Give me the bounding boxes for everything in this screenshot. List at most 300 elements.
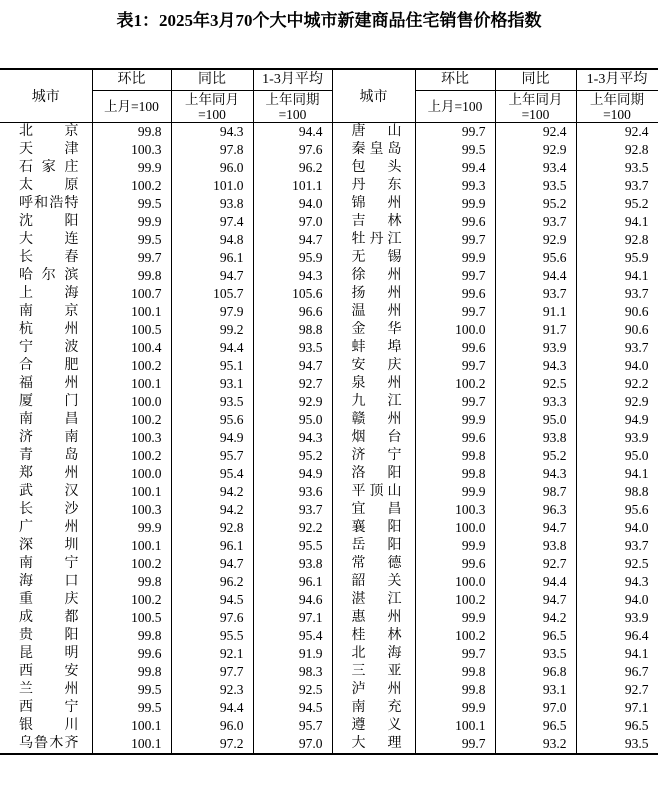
mom-value-cell: 99.6: [92, 645, 171, 663]
yoy-value-cell: 99.2: [171, 321, 253, 339]
mom-value-cell: 100.5: [92, 609, 171, 627]
city-name-cell: 唐 山: [332, 123, 415, 142]
table-row: [0, 303, 658, 321]
avg-value-cell: 105.6: [253, 285, 332, 303]
yoy-value-cell: 97.2: [171, 735, 253, 754]
yoy-value-cell: 92.5: [495, 375, 576, 393]
avg-value-cell: 96.1: [253, 573, 332, 591]
yoy-value-cell: 95.0: [495, 411, 576, 429]
mom-value-cell: 99.8: [92, 627, 171, 645]
table-row: [0, 393, 658, 411]
mom-value-cell: 100.3: [92, 141, 171, 159]
city-name-cell: 深 圳: [0, 537, 92, 555]
city-name-cell: 济 宁: [332, 447, 415, 465]
city-name-cell: 韶 关: [332, 573, 415, 591]
mom-value-cell: 100.2: [92, 177, 171, 195]
mom-value-cell: 99.8: [92, 573, 171, 591]
city-name-cell: 南 宁: [0, 555, 92, 573]
city-name-cell: 桂 林: [332, 627, 415, 645]
yoy-value-cell: 97.6: [171, 609, 253, 627]
city-name-cell: 哈 尔 滨: [0, 267, 92, 285]
mom-value-cell: 100.2: [415, 591, 495, 609]
table-row: [0, 195, 658, 213]
yoy-value-cell: 96.2: [171, 573, 253, 591]
yoy-value-cell: 93.8: [171, 195, 253, 213]
city-name-cell: 贵 阳: [0, 627, 92, 645]
yoy-value-cell: 94.3: [495, 465, 576, 483]
mom-value-cell: 99.8: [92, 663, 171, 681]
city-name-cell: 西 安: [0, 663, 92, 681]
city-name-cell: 福 州: [0, 375, 92, 393]
city-name-cell: 秦 皇 岛: [332, 141, 415, 159]
city-name-cell: 石 家 庄: [0, 159, 92, 177]
mom-value-cell: 100.2: [92, 357, 171, 375]
mom-value-cell: 99.9: [415, 537, 495, 555]
mom-value-cell: 100.0: [415, 573, 495, 591]
avg-value-cell: 95.7: [253, 717, 332, 735]
mom-value-cell: 100.2: [92, 591, 171, 609]
city-name-cell: 合 肥: [0, 357, 92, 375]
city-name-cell: 包 头: [332, 159, 415, 177]
header-row-top: [0, 69, 658, 91]
avg-value-cell: 93.5: [576, 735, 658, 754]
table-row: [0, 429, 658, 447]
header-yoy-right: 同比: [495, 69, 576, 91]
city-name-cell: 大 理: [332, 735, 415, 754]
avg-value-cell: 94.3: [253, 429, 332, 447]
yoy-value-cell: 94.7: [171, 555, 253, 573]
avg-value-cell: 93.7: [253, 501, 332, 519]
avg-value-cell: 95.5: [253, 537, 332, 555]
mom-value-cell: 99.4: [415, 159, 495, 177]
avg-value-cell: 98.8: [253, 321, 332, 339]
mom-value-cell: 100.1: [92, 537, 171, 555]
yoy-value-cell: 93.1: [495, 681, 576, 699]
city-name-cell: 成 都: [0, 609, 92, 627]
table-row: [0, 321, 658, 339]
mom-value-cell: 99.5: [92, 681, 171, 699]
city-name-cell: 洛 阳: [332, 465, 415, 483]
city-name-cell: 郑 州: [0, 465, 92, 483]
yoy-value-cell: 94.2: [171, 501, 253, 519]
mom-value-cell: 100.3: [92, 501, 171, 519]
yoy-value-cell: 94.2: [495, 609, 576, 627]
avg-value-cell: 90.6: [576, 321, 658, 339]
table-row: [0, 357, 658, 375]
city-name-cell: 常 德: [332, 555, 415, 573]
avg-value-cell: 95.2: [253, 447, 332, 465]
yoy-value-cell: 93.5: [495, 645, 576, 663]
avg-value-cell: 94.0: [576, 591, 658, 609]
avg-value-cell: 92.8: [576, 141, 658, 159]
avg-value-cell: 97.1: [576, 699, 658, 717]
yoy-value-cell: 94.8: [171, 231, 253, 249]
yoy-value-cell: 92.7: [495, 555, 576, 573]
city-name-cell: 泉 州: [332, 375, 415, 393]
yoy-value-cell: 94.4: [171, 699, 253, 717]
city-name-cell: 牡 丹 江: [332, 231, 415, 249]
mom-value-cell: 99.7: [92, 249, 171, 267]
mom-value-cell: 99.7: [415, 231, 495, 249]
table-row: [0, 483, 658, 501]
table-row: [0, 609, 658, 627]
avg-value-cell: 96.6: [253, 303, 332, 321]
avg-value-cell: 94.0: [253, 195, 332, 213]
avg-value-cell: 94.1: [576, 213, 658, 231]
yoy-value-cell: 95.1: [171, 357, 253, 375]
table-body: [0, 123, 658, 755]
city-name-cell: 惠 州: [332, 609, 415, 627]
table-row: [0, 231, 658, 249]
mom-value-cell: 99.9: [415, 249, 495, 267]
table-row: [0, 141, 658, 159]
yoy-value-cell: 94.7: [495, 591, 576, 609]
table-row: [0, 123, 658, 142]
city-name-cell: 金 华: [332, 321, 415, 339]
avg-value-cell: 97.6: [253, 141, 332, 159]
mom-value-cell: 100.3: [92, 429, 171, 447]
table-row: [0, 681, 658, 699]
avg-value-cell: 95.2: [576, 195, 658, 213]
mom-value-cell: 100.2: [92, 555, 171, 573]
avg-value-cell: 91.9: [253, 645, 332, 663]
yoy-value-cell: 95.2: [495, 195, 576, 213]
table-row: [0, 339, 658, 357]
table-row: [0, 411, 658, 429]
avg-value-cell: 94.5: [253, 699, 332, 717]
city-name-cell: 北 京: [0, 123, 92, 142]
city-name-cell: 大 连: [0, 231, 92, 249]
table-row: [0, 645, 658, 663]
header-mom-base-right: 上月=100: [415, 91, 495, 123]
yoy-value-cell: 96.8: [495, 663, 576, 681]
city-name-cell: 兰 州: [0, 681, 92, 699]
avg-value-cell: 97.0: [253, 735, 332, 754]
mom-value-cell: 100.0: [92, 393, 171, 411]
mom-value-cell: 99.8: [92, 267, 171, 285]
table-row: [0, 519, 658, 537]
yoy-value-cell: 97.7: [171, 663, 253, 681]
avg-value-cell: 94.1: [576, 465, 658, 483]
mom-value-cell: 100.7: [92, 285, 171, 303]
avg-value-cell: 93.7: [576, 537, 658, 555]
yoy-value-cell: 96.0: [171, 717, 253, 735]
avg-value-cell: 94.0: [576, 519, 658, 537]
avg-value-cell: 94.3: [253, 267, 332, 285]
city-name-cell: 湛 江: [332, 591, 415, 609]
mom-value-cell: 100.5: [92, 321, 171, 339]
table-row: [0, 627, 658, 645]
table-row: [0, 285, 658, 303]
mom-value-cell: 99.6: [415, 285, 495, 303]
avg-value-cell: 97.1: [253, 609, 332, 627]
yoy-value-cell: 97.8: [171, 141, 253, 159]
avg-value-cell: 93.6: [253, 483, 332, 501]
table-row: [0, 213, 658, 231]
yoy-value-cell: 91.1: [495, 303, 576, 321]
header-yoy-left: 同比: [171, 69, 253, 91]
city-name-cell: 南 昌: [0, 411, 92, 429]
table-row: [0, 177, 658, 195]
header-row-sub: [0, 91, 658, 123]
table-row: [0, 735, 658, 754]
mom-value-cell: 99.6: [415, 339, 495, 357]
header-mom-left: 环比: [92, 69, 171, 91]
city-name-cell: 安 庆: [332, 357, 415, 375]
mom-value-cell: 99.8: [415, 681, 495, 699]
avg-value-cell: 95.4: [253, 627, 332, 645]
city-name-cell: 武 汉: [0, 483, 92, 501]
yoy-value-cell: 94.4: [171, 339, 253, 357]
table-row: [0, 249, 658, 267]
mom-value-cell: 99.8: [415, 447, 495, 465]
yoy-value-cell: 93.4: [495, 159, 576, 177]
mom-value-cell: 99.9: [92, 213, 171, 231]
mom-value-cell: 99.6: [415, 213, 495, 231]
city-name-cell: 无 锡: [332, 249, 415, 267]
city-name-cell: 沈 阳: [0, 213, 92, 231]
avg-value-cell: 95.0: [253, 411, 332, 429]
yoy-value-cell: 91.7: [495, 321, 576, 339]
avg-value-cell: 92.5: [253, 681, 332, 699]
mom-value-cell: 99.7: [415, 645, 495, 663]
avg-value-cell: 90.6: [576, 303, 658, 321]
city-name-cell: 上 海: [0, 285, 92, 303]
yoy-value-cell: 93.5: [495, 177, 576, 195]
city-name-cell: 银 川: [0, 717, 92, 735]
avg-value-cell: 95.0: [576, 447, 658, 465]
mom-value-cell: 99.7: [415, 735, 495, 754]
city-name-cell: 宁 波: [0, 339, 92, 357]
yoy-value-cell: 93.5: [171, 393, 253, 411]
avg-value-cell: 94.9: [576, 411, 658, 429]
avg-value-cell: 94.4: [253, 123, 332, 142]
mom-value-cell: 100.0: [92, 465, 171, 483]
table-row: [0, 501, 658, 519]
mom-value-cell: 100.4: [92, 339, 171, 357]
avg-value-cell: 94.7: [253, 357, 332, 375]
city-name-cell: 西 宁: [0, 699, 92, 717]
mom-value-cell: 99.7: [415, 267, 495, 285]
city-name-cell: 杭 州: [0, 321, 92, 339]
mom-value-cell: 99.5: [92, 195, 171, 213]
yoy-value-cell: 96.1: [171, 537, 253, 555]
table-row: [0, 537, 658, 555]
yoy-value-cell: 92.4: [495, 123, 576, 142]
header-mom-right: 环比: [415, 69, 495, 91]
avg-value-cell: 95.6: [576, 501, 658, 519]
city-name-cell: 宜 昌: [332, 501, 415, 519]
yoy-value-cell: 95.2: [495, 447, 576, 465]
avg-value-cell: 92.8: [576, 231, 658, 249]
avg-value-cell: 101.1: [253, 177, 332, 195]
mom-value-cell: 100.0: [415, 321, 495, 339]
avg-value-cell: 94.1: [576, 267, 658, 285]
yoy-value-cell: 97.0: [495, 699, 576, 717]
avg-value-cell: 97.0: [253, 213, 332, 231]
avg-value-cell: 94.0: [576, 357, 658, 375]
yoy-value-cell: 95.6: [171, 411, 253, 429]
avg-value-cell: 92.9: [576, 393, 658, 411]
city-name-cell: 蚌 埠: [332, 339, 415, 357]
yoy-value-cell: 96.5: [495, 717, 576, 735]
avg-value-cell: 93.5: [576, 159, 658, 177]
yoy-value-cell: 92.9: [495, 231, 576, 249]
header-avg-base-left: 上年同期 =100: [253, 91, 332, 123]
yoy-value-cell: 95.7: [171, 447, 253, 465]
city-name-cell: 青 岛: [0, 447, 92, 465]
city-name-cell: 平 顶 山: [332, 483, 415, 501]
mom-value-cell: 100.1: [92, 735, 171, 754]
mom-value-cell: 100.1: [92, 303, 171, 321]
mom-value-cell: 100.1: [92, 717, 171, 735]
yoy-value-cell: 97.4: [171, 213, 253, 231]
table-row: [0, 555, 658, 573]
city-name-cell: 襄 阳: [332, 519, 415, 537]
table-row: [0, 717, 658, 735]
city-name-cell: 乌 鲁 木 齐: [0, 735, 92, 754]
avg-value-cell: 92.4: [576, 123, 658, 142]
yoy-value-cell: 105.7: [171, 285, 253, 303]
city-name-cell: 昆 明: [0, 645, 92, 663]
price-index-table: [0, 68, 658, 755]
mom-value-cell: 99.5: [92, 699, 171, 717]
yoy-value-cell: 94.4: [495, 267, 576, 285]
table-row: [0, 699, 658, 717]
table-row: [0, 447, 658, 465]
mom-value-cell: 99.3: [415, 177, 495, 195]
mom-value-cell: 99.7: [415, 123, 495, 142]
city-name-cell: 海 口: [0, 573, 92, 591]
avg-value-cell: 93.5: [253, 339, 332, 357]
avg-value-cell: 93.7: [576, 285, 658, 303]
mom-value-cell: 99.9: [415, 195, 495, 213]
table-row: [0, 663, 658, 681]
yoy-value-cell: 101.0: [171, 177, 253, 195]
yoy-value-cell: 94.2: [171, 483, 253, 501]
mom-value-cell: 99.9: [92, 519, 171, 537]
yoy-value-cell: 93.2: [495, 735, 576, 754]
yoy-value-cell: 94.3: [495, 357, 576, 375]
avg-value-cell: 94.7: [253, 231, 332, 249]
table-header: [0, 69, 658, 123]
yoy-value-cell: 93.7: [495, 213, 576, 231]
table-row: [0, 267, 658, 285]
mom-value-cell: 100.0: [415, 519, 495, 537]
header-avg-right: 1-3月平均: [576, 69, 658, 91]
header-city-right: 城市: [332, 69, 415, 123]
mom-value-cell: 100.2: [92, 411, 171, 429]
city-name-cell: 吉 林: [332, 213, 415, 231]
header-yoy-base-left: 上年同月 =100: [171, 91, 253, 123]
city-name-cell: 泸 州: [332, 681, 415, 699]
mom-value-cell: 99.7: [415, 393, 495, 411]
table-row: [0, 465, 658, 483]
avg-value-cell: 93.9: [576, 429, 658, 447]
city-name-cell: 锦 州: [332, 195, 415, 213]
header-yoy-base-right: 上年同月 =100: [495, 91, 576, 123]
mom-value-cell: 99.9: [415, 483, 495, 501]
yoy-value-cell: 94.5: [171, 591, 253, 609]
avg-value-cell: 98.3: [253, 663, 332, 681]
yoy-value-cell: 96.5: [495, 627, 576, 645]
mom-value-cell: 99.8: [415, 465, 495, 483]
avg-value-cell: 93.7: [576, 339, 658, 357]
city-name-cell: 赣 州: [332, 411, 415, 429]
mom-value-cell: 99.9: [415, 609, 495, 627]
mom-value-cell: 100.2: [415, 375, 495, 393]
avg-value-cell: 92.7: [576, 681, 658, 699]
yoy-value-cell: 92.1: [171, 645, 253, 663]
city-name-cell: 呼 和 浩 特: [0, 195, 92, 213]
city-name-cell: 南 京: [0, 303, 92, 321]
yoy-value-cell: 93.8: [495, 537, 576, 555]
city-name-cell: 重 庆: [0, 591, 92, 609]
city-name-cell: 九 江: [332, 393, 415, 411]
avg-value-cell: 94.9: [253, 465, 332, 483]
avg-value-cell: 94.1: [576, 645, 658, 663]
mom-value-cell: 99.9: [415, 699, 495, 717]
avg-value-cell: 98.8: [576, 483, 658, 501]
avg-value-cell: 94.6: [253, 591, 332, 609]
city-name-cell: 长 春: [0, 249, 92, 267]
avg-value-cell: 93.7: [576, 177, 658, 195]
avg-value-cell: 96.2: [253, 159, 332, 177]
city-name-cell: 徐 州: [332, 267, 415, 285]
yoy-value-cell: 93.7: [495, 285, 576, 303]
mom-value-cell: 100.1: [92, 483, 171, 501]
avg-value-cell: 96.5: [576, 717, 658, 735]
yoy-value-cell: 95.6: [495, 249, 576, 267]
yoy-value-cell: 96.0: [171, 159, 253, 177]
mom-value-cell: 99.8: [92, 123, 171, 142]
mom-value-cell: 100.3: [415, 501, 495, 519]
yoy-value-cell: 93.9: [495, 339, 576, 357]
yoy-value-cell: 98.7: [495, 483, 576, 501]
avg-value-cell: 92.2: [576, 375, 658, 393]
table-row: [0, 375, 658, 393]
table-row: [0, 591, 658, 609]
yoy-value-cell: 92.9: [495, 141, 576, 159]
city-name-cell: 岳 阳: [332, 537, 415, 555]
city-name-cell: 北 海: [332, 645, 415, 663]
yoy-value-cell: 94.7: [495, 519, 576, 537]
avg-value-cell: 95.9: [576, 249, 658, 267]
mom-value-cell: 99.5: [92, 231, 171, 249]
yoy-value-cell: 95.5: [171, 627, 253, 645]
yoy-value-cell: 95.4: [171, 465, 253, 483]
avg-value-cell: 96.7: [576, 663, 658, 681]
avg-value-cell: 95.9: [253, 249, 332, 267]
header-avg-base-right: 上年同期 =100: [576, 91, 658, 123]
header-avg-left: 1-3月平均: [253, 69, 332, 91]
mom-value-cell: 100.2: [92, 447, 171, 465]
avg-value-cell: 93.9: [576, 609, 658, 627]
yoy-value-cell: 94.3: [171, 123, 253, 142]
avg-value-cell: 92.9: [253, 393, 332, 411]
city-name-cell: 厦 门: [0, 393, 92, 411]
mom-value-cell: 99.6: [415, 555, 495, 573]
yoy-value-cell: 96.3: [495, 501, 576, 519]
yoy-value-cell: 94.7: [171, 267, 253, 285]
avg-value-cell: 93.8: [253, 555, 332, 573]
avg-value-cell: 92.5: [576, 555, 658, 573]
yoy-value-cell: 94.4: [495, 573, 576, 591]
city-name-cell: 天 津: [0, 141, 92, 159]
mom-value-cell: 99.6: [415, 429, 495, 447]
city-name-cell: 烟 台: [332, 429, 415, 447]
city-name-cell: 广 州: [0, 519, 92, 537]
